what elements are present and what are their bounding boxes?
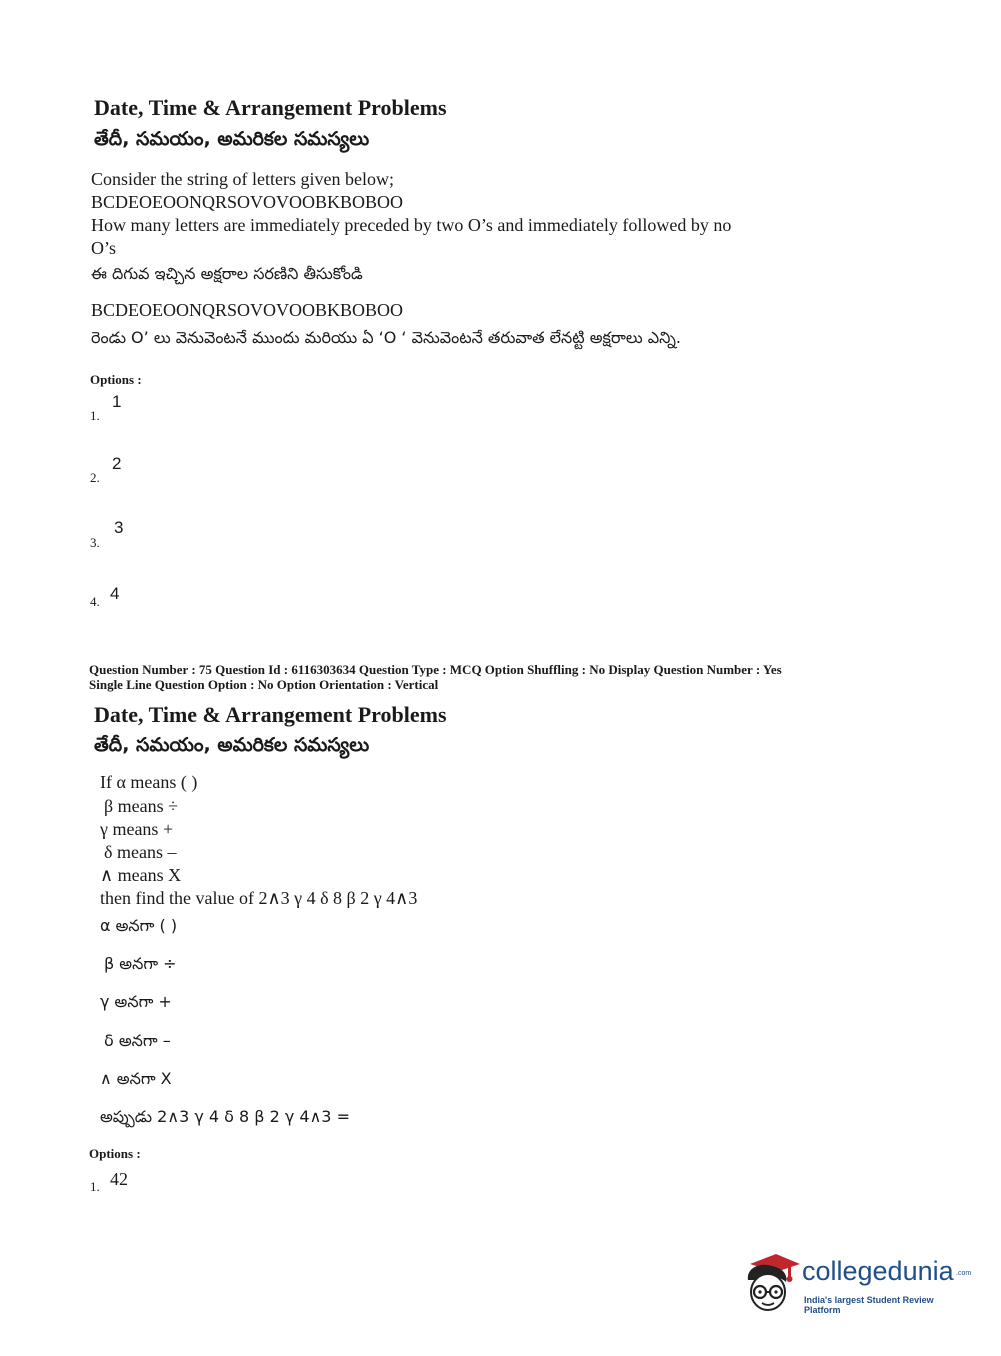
q2-option-1-value[interactable]: 42 — [110, 1169, 128, 1189]
q1-option-2-num: 2. — [90, 470, 100, 485]
q2-heading-en: Date, Time & Arrangement Problems — [94, 702, 447, 727]
q1-line1: Consider the string of letters given below; — [91, 169, 394, 189]
collegedunia-logo — [742, 1250, 972, 1320]
q2-te-line-2: β అనగా ÷ — [104, 954, 177, 973]
q1-string2: BCDEOEOONQRSOVOVOOBKBOBOO — [91, 300, 404, 320]
q1-te-line2: రెండు O’ లు వెనువెంటనే ముందు మరియు ఏ ‘O ‘ వెనువెంటనే తరువాత లేనట్టి అక్షరాలు ఎన్ని. — [91, 328, 681, 347]
q2-en-line-6: then find the value of 2∧3 γ 4 δ 8 β 2 γ 4∧3 — [100, 888, 418, 908]
q2-meta-line1: Question Number : 75 Question Id : 6116303634 Question Type : MCQ Option Shuffling : No Display Question Number : Yes — [89, 662, 782, 677]
q1-line2b: O’s — [91, 238, 117, 258]
q2-en-line-1: If α means ( ) — [100, 772, 198, 792]
q1-heading-te: తేదీ, సమయం, అమరికల సమస్యలు — [94, 128, 370, 150]
q1-line2a: How many letters are immediately preceded by two O’s and immediately followed by no — [91, 215, 732, 235]
q2-options-label: Options : — [89, 1146, 141, 1161]
q1-option-1-value[interactable]: 1 — [112, 392, 122, 411]
q1-option-1-num: 1. — [90, 408, 100, 423]
q2-te-line-3: γ అనగా + — [100, 992, 172, 1011]
q1-option-3-num: 3. — [90, 535, 100, 550]
q2-en-line-3: γ means + — [100, 819, 174, 839]
q2-en-line-5: ∧ means X — [100, 865, 182, 885]
q1-string1: BCDEOEOONQRSOVOVOOBKBOBOO — [91, 192, 404, 212]
q2-heading-te: తేదీ, సమయం, అమరికల సమస్యలు — [94, 734, 370, 756]
q2-en-line-4: δ means – — [104, 842, 177, 862]
q1-options-label: Options : — [90, 372, 142, 387]
q1-option-4-num: 4. — [90, 594, 100, 609]
mascot-icon — [742, 1250, 800, 1316]
q1-option-3-value[interactable]: 3 — [114, 518, 124, 537]
q1-option-2-value[interactable]: 2 — [112, 454, 122, 473]
q2-en-line-2: β means ÷ — [104, 796, 179, 816]
logo-name: collegedunia — [802, 1256, 954, 1286]
q2-te-line-6: అప్పుడు 2∧3 γ 4 δ 8 β 2 γ 4∧3 = — [100, 1107, 350, 1126]
logo-tagline: India's largest Student Review Platform — [804, 1295, 934, 1315]
q1-heading-en: Date, Time & Arrangement Problems — [94, 95, 447, 120]
q2-option-1-num: 1. — [90, 1179, 100, 1194]
q2-te-line-4: δ అనగా – — [104, 1031, 171, 1050]
q2-te-line-5: ∧ అనగా X — [100, 1069, 172, 1088]
logo-suffix: .com — [956, 1270, 972, 1277]
q1-option-4-value[interactable]: 4 — [110, 584, 120, 603]
q2-te-line-1: α అనగా ( ) — [100, 916, 178, 935]
q1-te-line1: ఈ దిగువ ఇచ్చిన అక్షరాల సరణిని తీసుకోండి — [91, 264, 363, 283]
q2-meta-line2: Single Line Question Option : No Option Orientation : Vertical — [89, 677, 439, 692]
